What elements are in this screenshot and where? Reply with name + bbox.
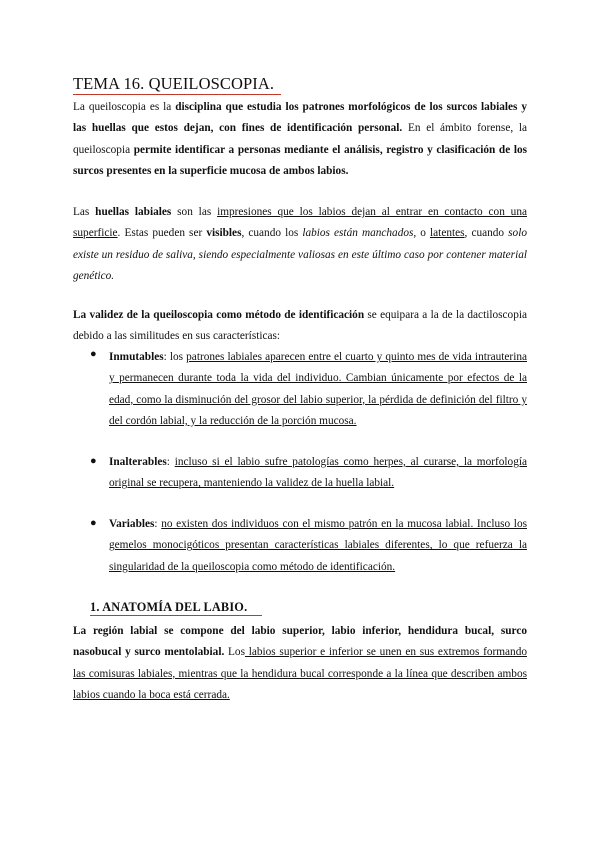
bold-run: huellas labiales xyxy=(95,206,172,218)
bullet-term: Variables xyxy=(109,518,155,530)
text-run: : xyxy=(154,518,162,530)
text-run: , o xyxy=(413,227,431,240)
page-title: TEMA 16. QUEILOSCOPIA. xyxy=(73,74,275,93)
underlined-run: patrones labiales aparecen entre el cuarto y quinto mes de vida intrauterina y permanecen durante toda la vida del individuo. Cambian únicamente por efectos de la edad, como la disminución del grosor del labio superior, la pérdida de definición del filtro y del cordón labial, y la reducción de la porción mucosa. xyxy=(109,351,527,427)
bold-run: permite identificar a personas mediante el análisis, registro y clasificación de los surcos presentes en la superficie mucosa de ambos labios. xyxy=(73,143,528,177)
text-run: se equipara a la de la dactiloscopia debido a las similitudes en sus características: xyxy=(73,309,527,343)
underlined-run: incluso si el labio sufre patologías como herpes, al curarse, la morfología original se recupera, manteniendo la validez de la huella labial. xyxy=(109,456,527,490)
bullet-marker: ● xyxy=(90,517,97,529)
huellas-paragraph xyxy=(73,202,527,287)
bullet-variables xyxy=(109,514,527,578)
bullet-marker: ● xyxy=(90,455,97,467)
title-underline xyxy=(73,94,281,95)
text-run: Las xyxy=(73,206,96,218)
text-run: , cuando los xyxy=(241,227,303,240)
bold-run: La validez de la queiloscopia como método de identificación xyxy=(73,309,365,321)
text-run: : los xyxy=(163,351,187,363)
validez-paragraph xyxy=(73,305,527,348)
underlined-run: latentes xyxy=(430,227,465,240)
italic-run: solo existe un residuo de saliva, siendo especialmente valiosas en este último caso por contener material genético. xyxy=(73,227,527,282)
text-run: : xyxy=(166,456,175,468)
bold-run: visibles xyxy=(206,227,242,240)
bullet-term: Inmutables xyxy=(109,351,164,363)
text-run: En el ámbito forense, la queiloscopia xyxy=(73,122,528,156)
underlined-run: labios superior e inferior se unen en sus extremos formando las comisuras labiales, mientras que la hendidura bucal corresponde a la línea que describen ambos labios cuando la boca está cerrada. xyxy=(73,646,527,701)
bullet-marker: ● xyxy=(90,348,97,360)
text-run: La queiloscopia es la xyxy=(73,101,176,113)
underlined-run: impresiones que los labios dejan al entrar en contacto con una superficie xyxy=(73,206,527,240)
anatomia-paragraph xyxy=(73,621,527,706)
section-underline xyxy=(90,615,262,616)
bold-run: La región labial se compone del labio superior, labio inferior, hendidura bucal, surco nasobucal y surco mentolabial. xyxy=(73,625,527,659)
text-run: son las xyxy=(171,206,218,218)
italic-run: labios están manchados xyxy=(302,227,414,240)
intro-paragraph xyxy=(73,97,527,182)
section-heading: 1. ANATOMÍA DEL LABIO. xyxy=(90,600,248,614)
bullet-term: Inalterables xyxy=(109,456,167,468)
text-run: Los xyxy=(224,646,245,659)
bold-run: disciplina que estudia los patrones morfológicos de los surcos labiales y las huellas que estos dejan, con fines de identificación personal. xyxy=(73,101,527,135)
text-run: , cuando xyxy=(464,227,509,240)
underlined-run: no existen dos individuos con el mismo patrón en la mucosa labial. Incluso los gemelos monocigóticos presentan características labiales diferentes, lo que refuerza la singularidad de la queiloscopia como método de identificación. xyxy=(109,518,527,573)
text-run: . Estas pueden ser xyxy=(117,227,207,240)
bullet-inalterables xyxy=(109,452,527,495)
bullet-inmutables xyxy=(109,347,527,432)
